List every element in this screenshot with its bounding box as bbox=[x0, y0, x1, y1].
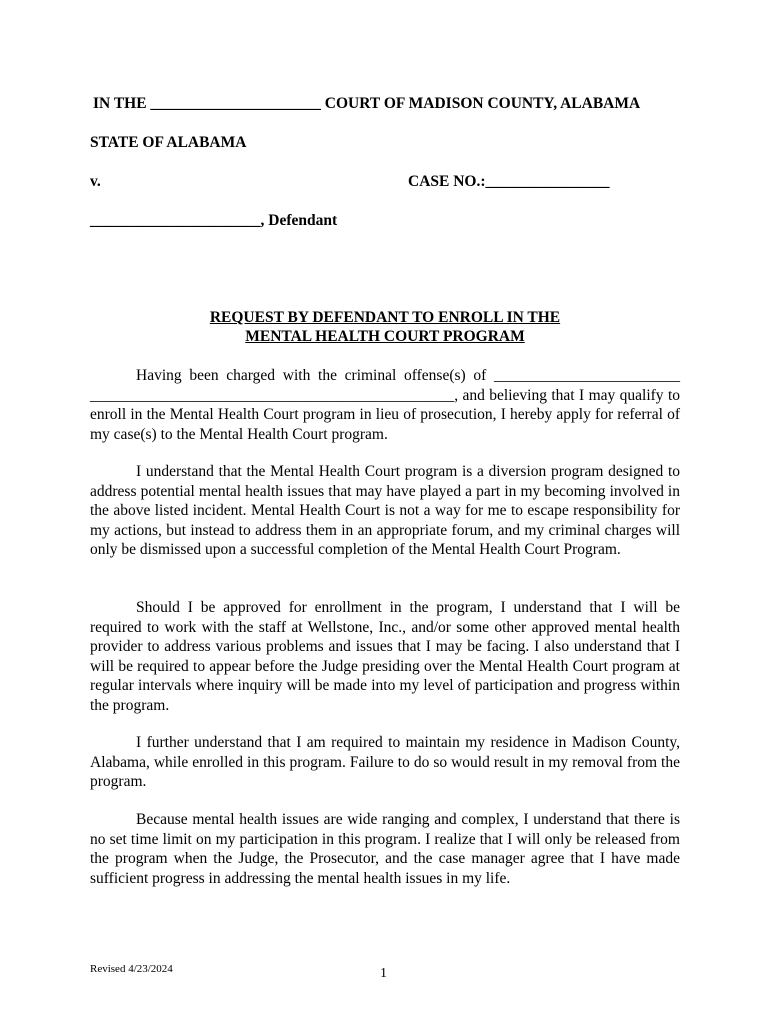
document-title-line-2: MENTAL HEALTH COURT PROGRAM bbox=[245, 328, 525, 345]
paragraph-enrollment-requirements: Should I be approved for enrollment in the program, I understand that I will be required to work with the staff at Wellstone, Inc., and/or some other approved mental health provider to address various problems and issues that I may be facing. I also understand that I will be required to appear before the Judge presiding over the Mental Health Court program at regular intervals where inquiry will be made into my level of participation and progress within the program. bbox=[90, 599, 680, 714]
page-number: 1 bbox=[380, 966, 387, 981]
defendant-line: ______________________, Defendant bbox=[90, 212, 338, 229]
paragraph-charged-offense bbox=[90, 366, 680, 444]
offense-blank-line: Having been charged with the criminal offense(s) of ________________________ bbox=[136, 367, 680, 384]
state-of-alabama: STATE OF ALABAMA bbox=[90, 134, 247, 151]
revision-date: Revised 4/23/2024 bbox=[90, 963, 173, 975]
paragraph-residence-requirement: I further understand that I am required to maintain my residence in Madison County, Alabama, while enrolled in this program. Failure to do so would result in my removal from the program. bbox=[90, 734, 680, 790]
court-caption: IN THE ______________________ COURT OF MADISON COUNTY, ALABAMA bbox=[93, 95, 641, 112]
paragraph-time-limit: Because mental health issues are wide ranging and complex, I understand that there is no set time limit on my participation in this program. I realize that I will only be released from the program when the Judge, the Prosecutor, and the case manager agree that I have made sufficient progress in addressing the mental health issues in my life. bbox=[90, 811, 680, 887]
case-number: CASE NO.:________________ bbox=[408, 173, 610, 190]
versus-label: v. bbox=[90, 173, 101, 190]
document-title-line-1: REQUEST BY DEFENDANT TO ENROLL IN THE bbox=[209, 309, 561, 326]
paragraph-charged-offense-rest: _______________________________________________, and believing that I may qualify to enroll in the Mental Health Court program in lieu of prosecution, I hereby apply for referral of my case(s) to the Mental Health Court program. bbox=[90, 386, 680, 443]
paragraph-diversion-program: I understand that the Mental Health Court program is a diversion program designed to address potential mental health issues that may have played a part in my becoming involved in the above listed incident. Mental Health Court is not a way for me to escape responsibility for my actions, but instead to address them in an appropriate forum, and my criminal charges will only be dismissed upon a successful completion of the Mental Health Court Program. bbox=[90, 463, 680, 558]
